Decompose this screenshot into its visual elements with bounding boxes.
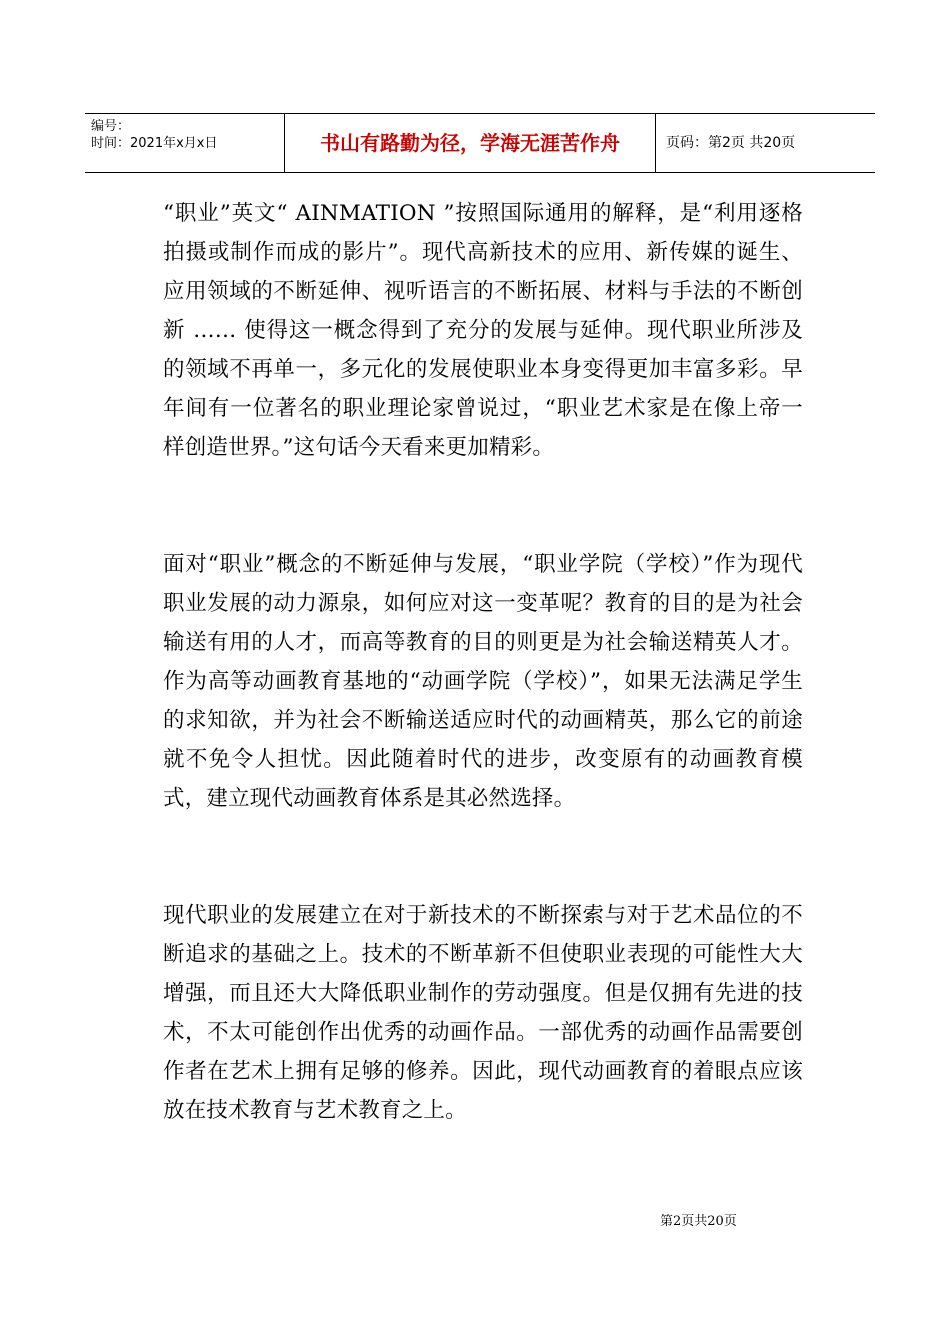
page-header: [85, 113, 875, 173]
header-meta-cell: [85, 114, 285, 172]
header-motto: 书山有路勤为径，学海无涯苦作舟: [285, 114, 656, 172]
page-footer-indicator: 第2页共20页: [660, 1214, 737, 1229]
document-time-label: 时间：2021年x月x日: [91, 136, 218, 151]
paragraph-3: 现代职业的发展建立在对于新技术的不断探索与对于艺术品位的不断追求的基础之上。技术的不断革新不但使职业表现的可能性大大增强，而且还大大降低职业制作的劳动强度。但是仅拥有先进的技术，不太可能创作出优秀的动画作品。一部优秀的动画作品需要创作者在艺术上拥有足够的修养。因此，现代动画教育的着眼点应该放在技术教育与艺术教育之上。: [163, 903, 803, 1123]
paragraph-2: 面对“职业”概念的不断延伸与发展，“职业学院（学校）”作为现代职业发展的动力源泉，如何应对这一变革呢？教育的目的是为社会输送有用的人才，而高等教育的目的则更是为社会输送精英人才。作为高等动画教育基地的“动画学院（学校）”，如果无法满足学生的求知欲，并为社会不断输送适应时代的动画精英，那么它的前途就不免令人担忧。因此随着时代的进步，改变原有的动画教育模式，建立现代动画教育体系是其必然选择。: [163, 552, 803, 811]
paragraph-1: “职业”英文“ AINMATION ”按照国际通用的解释，是“利用逐格拍摄或制作而成的影片”。现代高新技术的应用、新传媒的诞生、应用领域的不断延伸、视听语言的不断拓展、材料与手法的不断创新 …… 使得这一概念得到了充分的发展与延伸。现代职业所涉及的领域不再单一，多元化的发展使职业本身变得更加丰富多彩。早年间有一位著名的职业理论家曾说过，“职业艺术家是在像上帝一样创造世界。”这句话今天看来更加精彩。: [163, 201, 803, 460]
document-body: [163, 194, 803, 1130]
document-number-label: 编号：: [91, 119, 131, 134]
header-page-code: 页码：第2页 共20页: [666, 135, 796, 151]
